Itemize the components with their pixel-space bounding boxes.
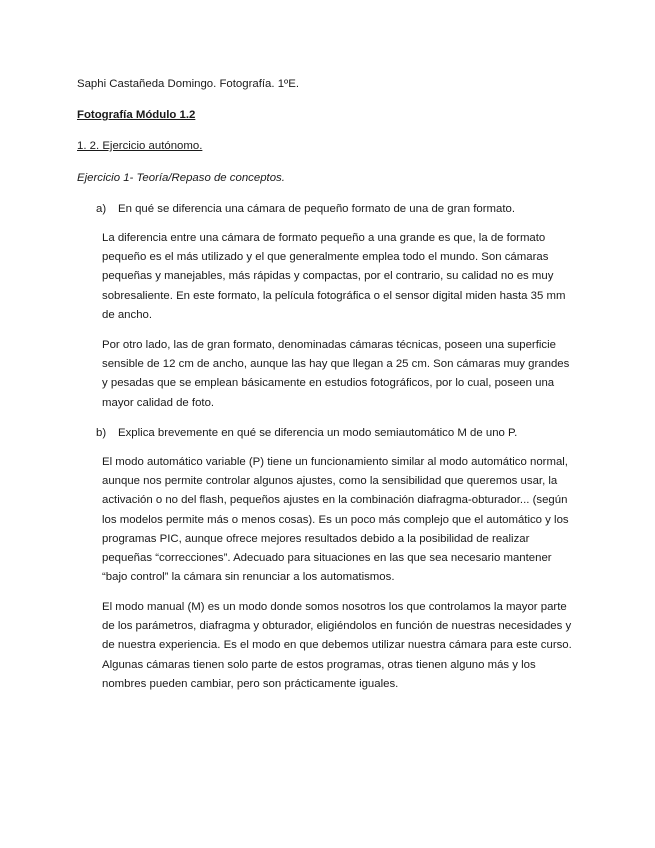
answer-paragraph: El modo manual (M) es un modo donde somos nosotros los que controlamos la mayor parte de los parámetros, diafragma y obturador, eligiéndolos en función de nuestras necesidades y de nuestra experiencia. Es el modo en que debemos utilizar nuestra cámara para este curso. Algunas cámaras tienen solo parte de estos programas, otras tienen alguno más y los nombres pueden cambiar, pero son prácticamente iguales. (102, 601, 572, 690)
question-text: En qué se diferencia una cámara de pequeño formato de una de gran formato. (118, 203, 516, 215)
question-b (96, 426, 517, 440)
question-marker: a) (96, 203, 107, 215)
author-line: Saphi Castañeda Domingo. Fotografía. 1ºE. (77, 78, 299, 90)
answer-paragraph: El modo automático variable (P) tiene un funcionamiento similar al modo automático normal, aunque nos permite controlar algunos ajustes, como la sensibilidad que queremos usar, la activación o no del flash, pequeños ajustes en la combinación diafragma-obturador... (según los modelos permite más o menos cosas). Es un poco más complejo que el automático y los programas PIC, aunque ofrece mejores resultados debido a la posibilidad de realizar pequeñas “correcciones”. Adecuado para situaciones en las que sea necesario mantener “bajo control” la cámara sin renunciar a los automatismos. (102, 456, 569, 584)
exercise-subtitle: Ejercicio 1- Teoría/Repaso de conceptos. (77, 172, 285, 184)
question-marker: b) (96, 427, 107, 439)
answer-paragraph: La diferencia entre una cámara de formato pequeño a una grande es que, la de formato pequeño es el más utilizado y el que generalmente emplea todo el mundo. Son cámaras pequeñas y manejables, más rápidas y compactas, por el contrario, su calidad no es muy sobresaliente. En este formato, la película fotográfica o el sensor digital miden hasta 35 mm de ancho. (102, 232, 566, 321)
module-title: Fotografía Módulo 1.2 (77, 109, 196, 121)
question-a (96, 202, 515, 216)
answer-paragraph: Por otro lado, las de gran formato, denominadas cámaras técnicas, poseen una superficie sensible de 12 cm de ancho, aunque las hay que llegan a 25 cm. Son cámaras muy grandes y pesadas que se emplean básicamente en estudios fotográficos, por lo cual, poseen una mayor calidad de foto. (102, 339, 570, 409)
question-text: Explica brevemente en qué se diferencia un modo semiautomático M de uno P. (118, 427, 518, 439)
exercise-heading: 1. 2. Ejercicio autónomo. (77, 140, 203, 152)
